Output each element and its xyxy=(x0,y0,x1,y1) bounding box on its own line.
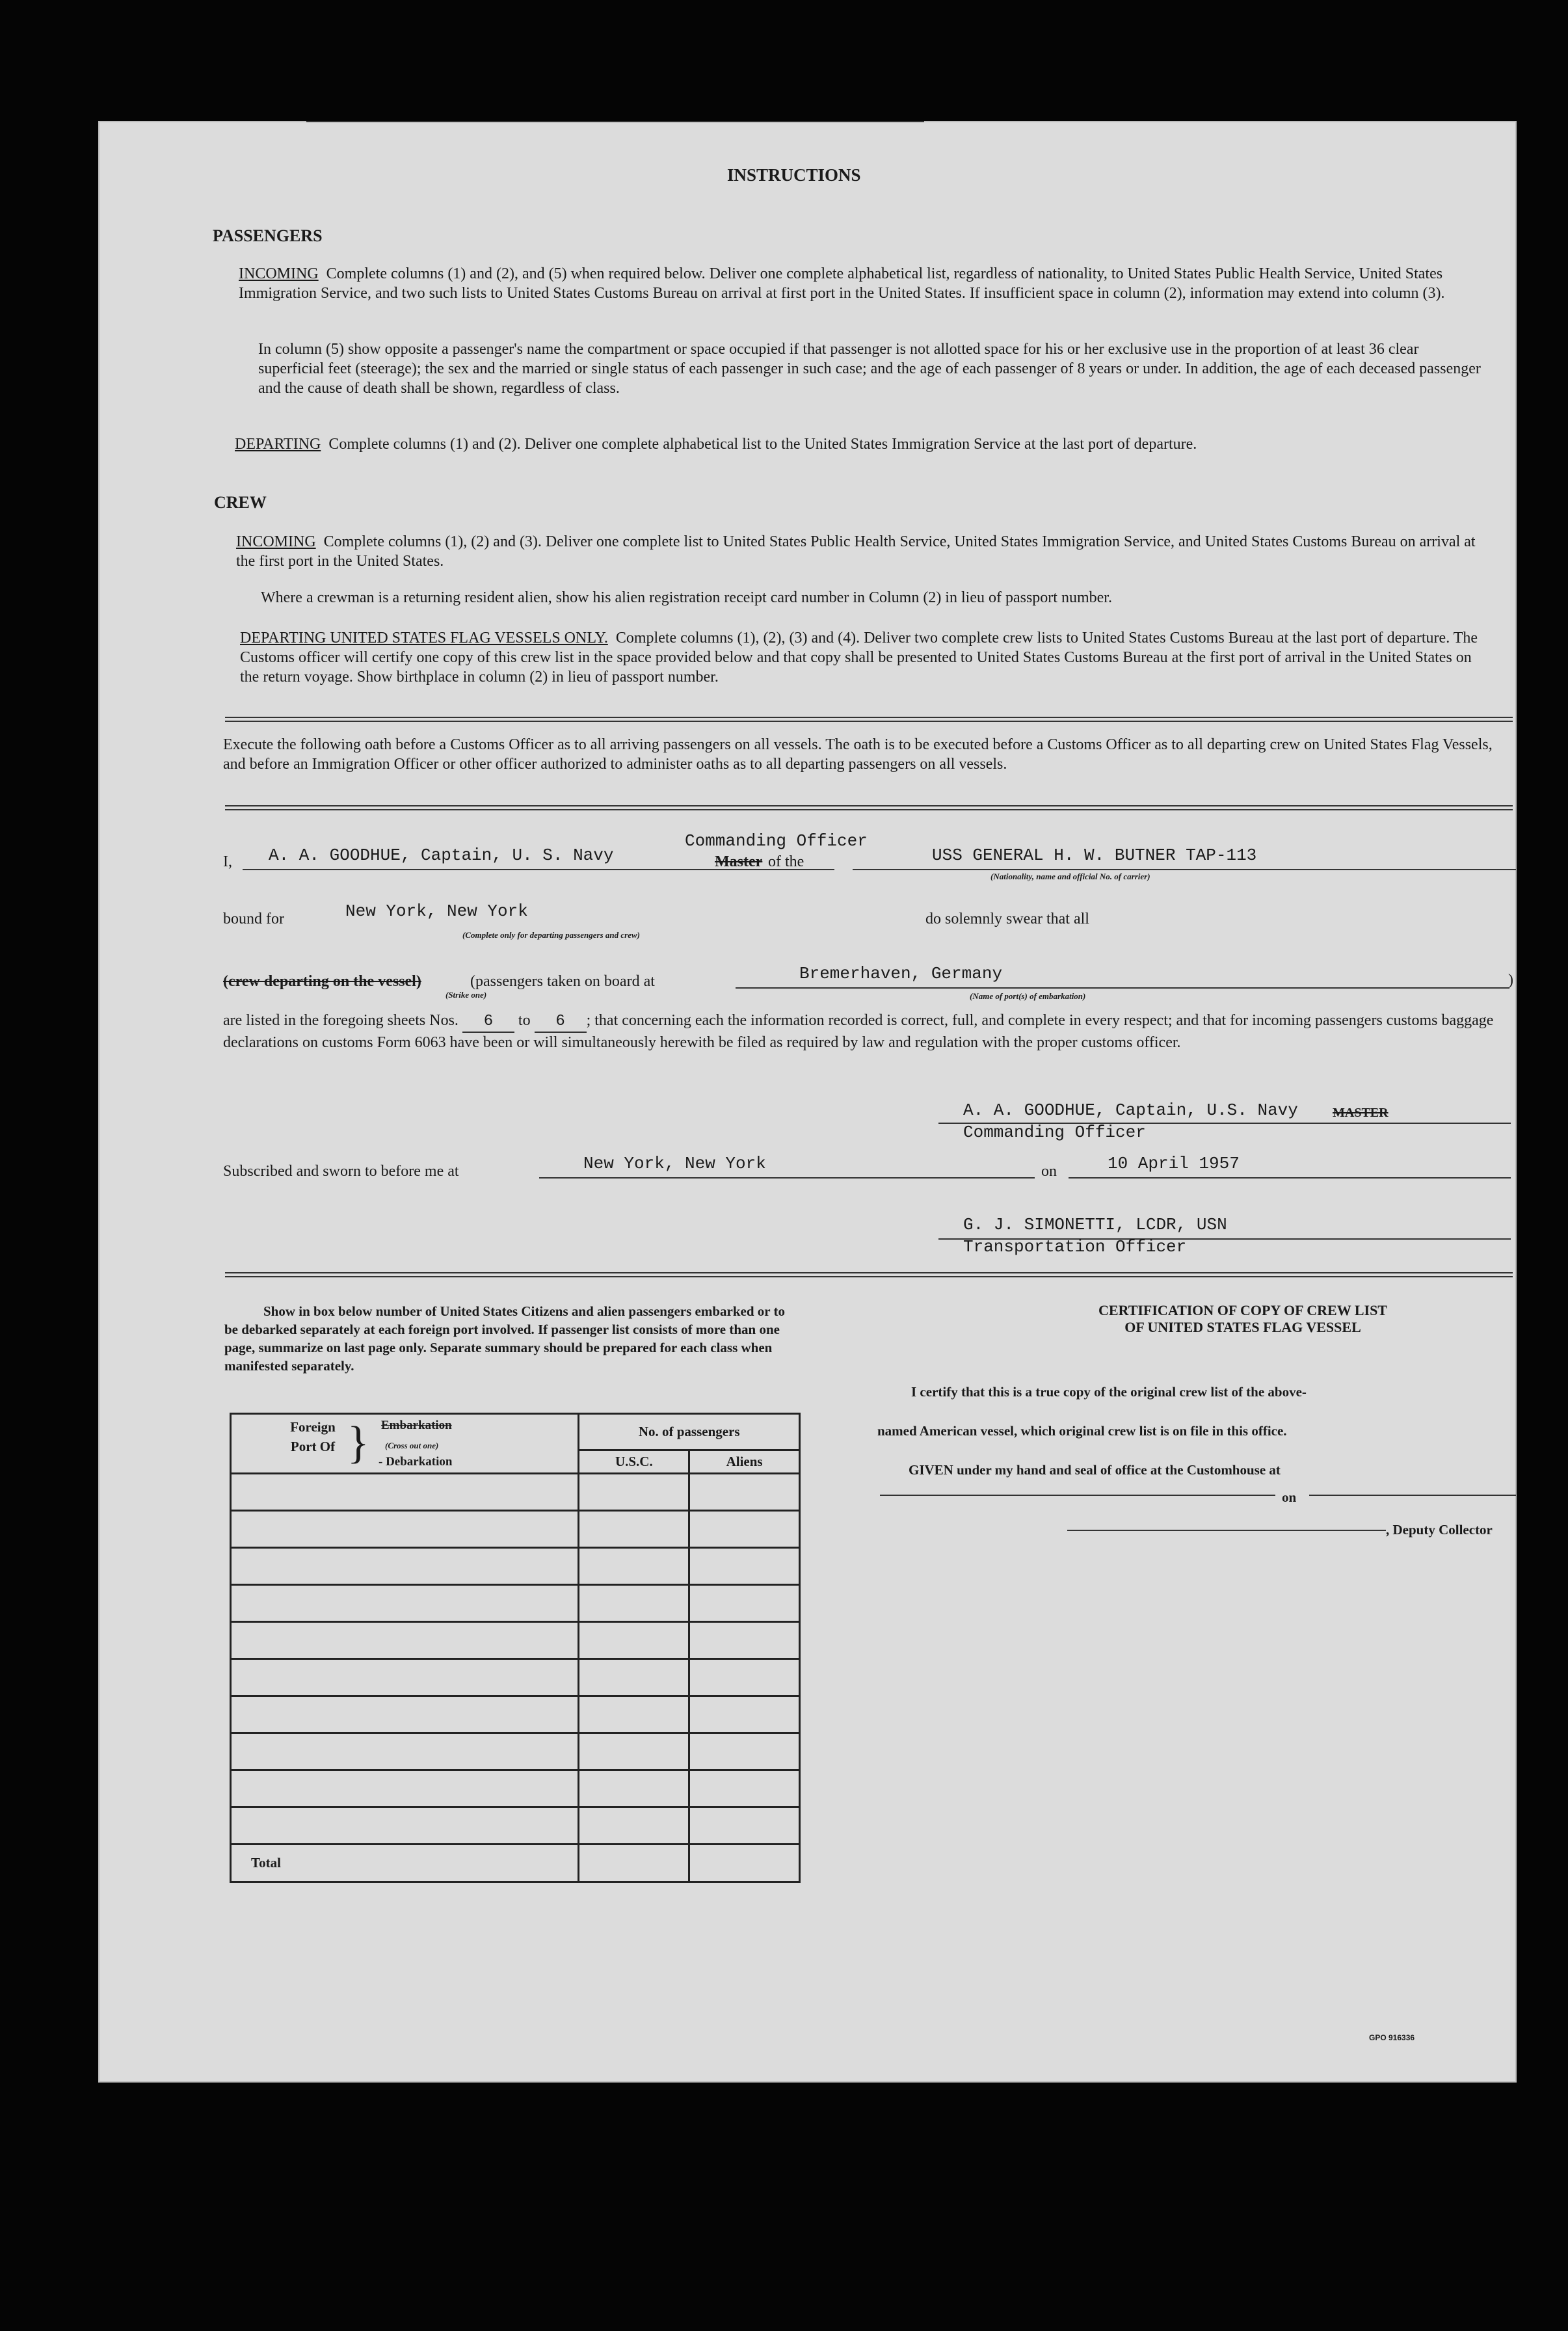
passengers-incoming-text: Complete columns (1) and (2), and (5) when required below. Deliver one complete alphabetical list, regardless of nationality, to United States Public Health Service, United States Immigration Service, and two such lists to United States Customs Bureau on arrival at first port in the United States. If insufficient space in column (2), information may extend into column (3). xyxy=(239,265,1445,302)
port-cell[interactable] xyxy=(231,1548,579,1585)
table-row xyxy=(231,1659,800,1696)
commander-title: Commanding Officer xyxy=(685,831,868,851)
passengers-departing-label: DEPARTING xyxy=(235,436,321,453)
crew-incoming-label: INCOMING xyxy=(236,533,316,550)
sheets-label: are listed in the foregoing sheets Nos. xyxy=(223,1012,458,1029)
table-row xyxy=(231,1622,800,1659)
passengers-taken-label: (passengers taken on board at xyxy=(470,973,655,990)
port-cell[interactable] xyxy=(231,1696,579,1733)
port-cell[interactable] xyxy=(231,1622,579,1659)
passengers-incoming-paragraph xyxy=(239,264,1487,303)
sworn-date-line xyxy=(1069,1177,1511,1179)
port-caption: (Name of port(s) of embarkation) xyxy=(970,991,1086,1001)
page-title: INSTRUCTIONS xyxy=(727,165,861,185)
oath-i-label: I, xyxy=(223,853,232,870)
bound-for-value: New York, New York xyxy=(345,901,528,921)
sheets-paragraph xyxy=(223,1011,1498,1052)
sworn-date: 10 April 1957 xyxy=(1108,1154,1240,1173)
port-cell[interactable] xyxy=(231,1733,579,1770)
foreign-port-header xyxy=(231,1414,579,1474)
table-row xyxy=(231,1733,800,1770)
strike-caption: (Strike one) xyxy=(445,990,487,1000)
sheet-to: 6 xyxy=(535,1012,587,1033)
aliens-cell[interactable] xyxy=(689,1733,800,1770)
divider xyxy=(225,805,1513,810)
subscribed-label: Subscribed and sworn to before me at xyxy=(223,1163,459,1180)
port-cell[interactable] xyxy=(231,1511,579,1548)
table-row xyxy=(231,1548,800,1585)
usc-cell[interactable] xyxy=(579,1511,689,1548)
port-cell[interactable] xyxy=(231,1585,579,1622)
gpo-code: GPO 916336 xyxy=(1369,2033,1415,2042)
bound-for-line xyxy=(306,121,924,122)
swear-text: do solemnly swear that all xyxy=(925,911,1089,927)
officer-name: G. J. SIMONETTI, LCDR, USN xyxy=(963,1215,1227,1234)
aliens-cell[interactable] xyxy=(689,1585,800,1622)
certification-heading-line2: OF UNITED STATES FLAG VESSEL xyxy=(1124,1319,1361,1335)
certification-line1: I certify that this is a true copy of the original crew list of the above- xyxy=(911,1384,1307,1400)
certification-line2: named American vessel, which original crew list is on file in this office. xyxy=(877,1423,1287,1439)
to-label: to xyxy=(518,1012,531,1029)
crew-struck: (crew departing on the vessel) xyxy=(223,973,421,990)
commander-name: A. A. GOODHUE, Captain, U. S. Navy xyxy=(269,846,614,865)
usc-cell[interactable] xyxy=(579,1622,689,1659)
table-row xyxy=(231,1511,800,1548)
of-the-label: of the xyxy=(768,853,804,870)
certification-on-label: on xyxy=(1282,1489,1297,1505)
signer-name: A. A. GOODHUE, Captain, U.S. Navy xyxy=(963,1100,1298,1120)
passengers-heading: PASSENGERS xyxy=(213,226,323,245)
bound-for-caption: (Complete only for departing passengers and crew) xyxy=(462,930,640,940)
table-row xyxy=(231,1807,800,1845)
certification-date-line[interactable] xyxy=(1309,1495,1516,1496)
oath-instructions: Execute the following oath before a Customs Officer as to all arriving passengers on all vessels. The oath is to be executed before a Customs Officer as to all departing crew on United States Flag Vessels, and before an Immigration Officer or other officer authorized to administer oaths as to all departing passengers on all vessels. xyxy=(223,736,1493,773)
deputy-collector-label: , Deputy Collector xyxy=(1386,1522,1493,1538)
signer-title: Commanding Officer xyxy=(963,1123,1146,1142)
foreign-port-label: Foreign Port Of xyxy=(290,1419,336,1454)
usc-cell[interactable] xyxy=(579,1585,689,1622)
vessel-line xyxy=(853,869,1516,870)
usc-header: U.S.C. xyxy=(579,1450,689,1474)
certification-heading-line1: CERTIFICATION OF COPY OF CREW LIST xyxy=(1098,1302,1387,1318)
aliens-cell[interactable] xyxy=(689,1770,800,1807)
debarkation-label: - Debarkation xyxy=(379,1455,453,1469)
brace: } xyxy=(347,1418,369,1468)
passengers-incoming-label: INCOMING xyxy=(239,265,319,282)
usc-cell[interactable] xyxy=(579,1733,689,1770)
vessel-caption: (Nationality, name and official No. of carrier) xyxy=(990,872,1150,881)
passengers-count-header: No. of passengers xyxy=(579,1414,800,1450)
aliens-header: Aliens xyxy=(689,1450,800,1474)
master-struck: Master xyxy=(715,853,763,870)
crew-incoming-text: Complete columns (1), (2) and (3). Deliver one complete list to United States Public Health Service, United States Immigration Service, and United States Customs Bureau on arrival at the first port in the United States. xyxy=(236,533,1476,570)
usc-cell[interactable] xyxy=(579,1770,689,1807)
crew-departing-text: Complete columns (1), (2), (3) and (4). Deliver two complete crew lists to United States Customs Bureau at the last port of departure. The Customs officer will certify one copy of this crew list in the space provided below and that copy shall be presented to United States Customs Bureau at the first port of arrival in the United States on the return voyage. Show birthplace in column (2) in lieu of passport number. xyxy=(240,630,1478,686)
column5-paragraph: In column (5) show opposite a passenger's name the compartment or space occupied if that passenger is not allotted space for his or her exclusive use in the proportion of at least 36 clear superficial feet (steerage); the sex and the married or single status of each passenger in such case; and the age of each passenger of 8 years or under. In addition, the age of each deceased passenger and the cause of death shall be shown, regardless of class. xyxy=(258,341,1481,397)
officer-title: Transportation Officer xyxy=(963,1237,1187,1257)
divider xyxy=(225,1272,1513,1277)
usc-cell[interactable] xyxy=(579,1807,689,1845)
customhouse-line[interactable] xyxy=(880,1495,1275,1496)
certification-line3: GIVEN under my hand and seal of office at the Customhouse at xyxy=(909,1462,1281,1478)
port-cell[interactable] xyxy=(231,1807,579,1845)
aliens-cell[interactable] xyxy=(689,1696,800,1733)
table-row xyxy=(231,1770,800,1807)
total-usc-cell[interactable] xyxy=(579,1845,689,1882)
crew-resident-paragraph: Where a crewman is a returning resident alien, show his alien registration receipt card number in Column (2) in lieu of passport number. xyxy=(261,589,1112,606)
aliens-cell[interactable] xyxy=(689,1807,800,1845)
cross-out-caption: (Cross out one) xyxy=(385,1441,439,1450)
certification-heading xyxy=(976,1302,1509,1336)
port-line xyxy=(736,987,1509,989)
usc-cell[interactable] xyxy=(579,1659,689,1696)
aliens-cell[interactable] xyxy=(689,1622,800,1659)
passenger-summary-table xyxy=(230,1413,801,1883)
table-row xyxy=(231,1585,800,1622)
usc-cell[interactable] xyxy=(579,1548,689,1585)
summary-note: Show in box below number of United States Citizens and alien passengers embarked or to be debarked separately at each foreign port involved. If passenger list consists of more than one page, summarize on last page only. Separate summary should be prepared for each class when manifested separately. xyxy=(224,1303,785,1374)
crew-heading: CREW xyxy=(214,493,267,512)
usc-cell[interactable] xyxy=(579,1696,689,1733)
sheet-from: 6 xyxy=(462,1012,514,1033)
crew-departing-label: DEPARTING UNITED STATES FLAG VESSELS ONLY. xyxy=(240,630,608,646)
bound-for-label: bound for xyxy=(223,911,284,927)
embarkation-port: Bremerhaven, Germany xyxy=(799,964,1003,983)
total-label: Total xyxy=(231,1845,579,1882)
on-label: on xyxy=(1041,1163,1057,1180)
embarkation-struck: Embarkation xyxy=(381,1419,452,1432)
usc-cell[interactable] xyxy=(579,1474,689,1511)
sworn-place: New York, New York xyxy=(583,1154,766,1173)
deputy-collector-line[interactable] xyxy=(1067,1530,1386,1531)
port-cell[interactable] xyxy=(231,1659,579,1696)
port-cell[interactable] xyxy=(231,1770,579,1807)
crew-departing-paragraph xyxy=(240,628,1487,687)
table-row xyxy=(231,1474,800,1511)
table-row xyxy=(231,1696,800,1733)
master-struck-2: MASTER xyxy=(1333,1106,1389,1120)
aliens-cell[interactable] xyxy=(689,1659,800,1696)
sheets-rest: ; that concerning each the information recorded is correct, full, and complete in every respect; and that for incoming passengers customs baggage declarations on customs Form 6063 have been or will simultaneously herewith be filed as required by law and regulation with the proper customs officer. xyxy=(223,1012,1494,1051)
port-cell[interactable] xyxy=(231,1474,579,1511)
passengers-departing-paragraph xyxy=(235,434,1487,454)
vessel-name: USS GENERAL H. W. BUTNER TAP-113 xyxy=(932,846,1257,865)
close-paren: ) xyxy=(1508,972,1513,989)
aliens-cell[interactable] xyxy=(689,1548,800,1585)
sworn-place-line xyxy=(539,1177,1035,1179)
total-aliens-cell[interactable] xyxy=(689,1845,800,1882)
aliens-cell[interactable] xyxy=(689,1511,800,1548)
document-page xyxy=(98,121,1517,2083)
crew-incoming-paragraph xyxy=(236,532,1487,571)
passengers-departing-text: Complete columns (1) and (2). Deliver one complete alphabetical list to the United States Immigration Service at the last port of departure. xyxy=(328,436,1197,453)
divider xyxy=(225,717,1513,722)
aliens-cell[interactable] xyxy=(689,1474,800,1511)
